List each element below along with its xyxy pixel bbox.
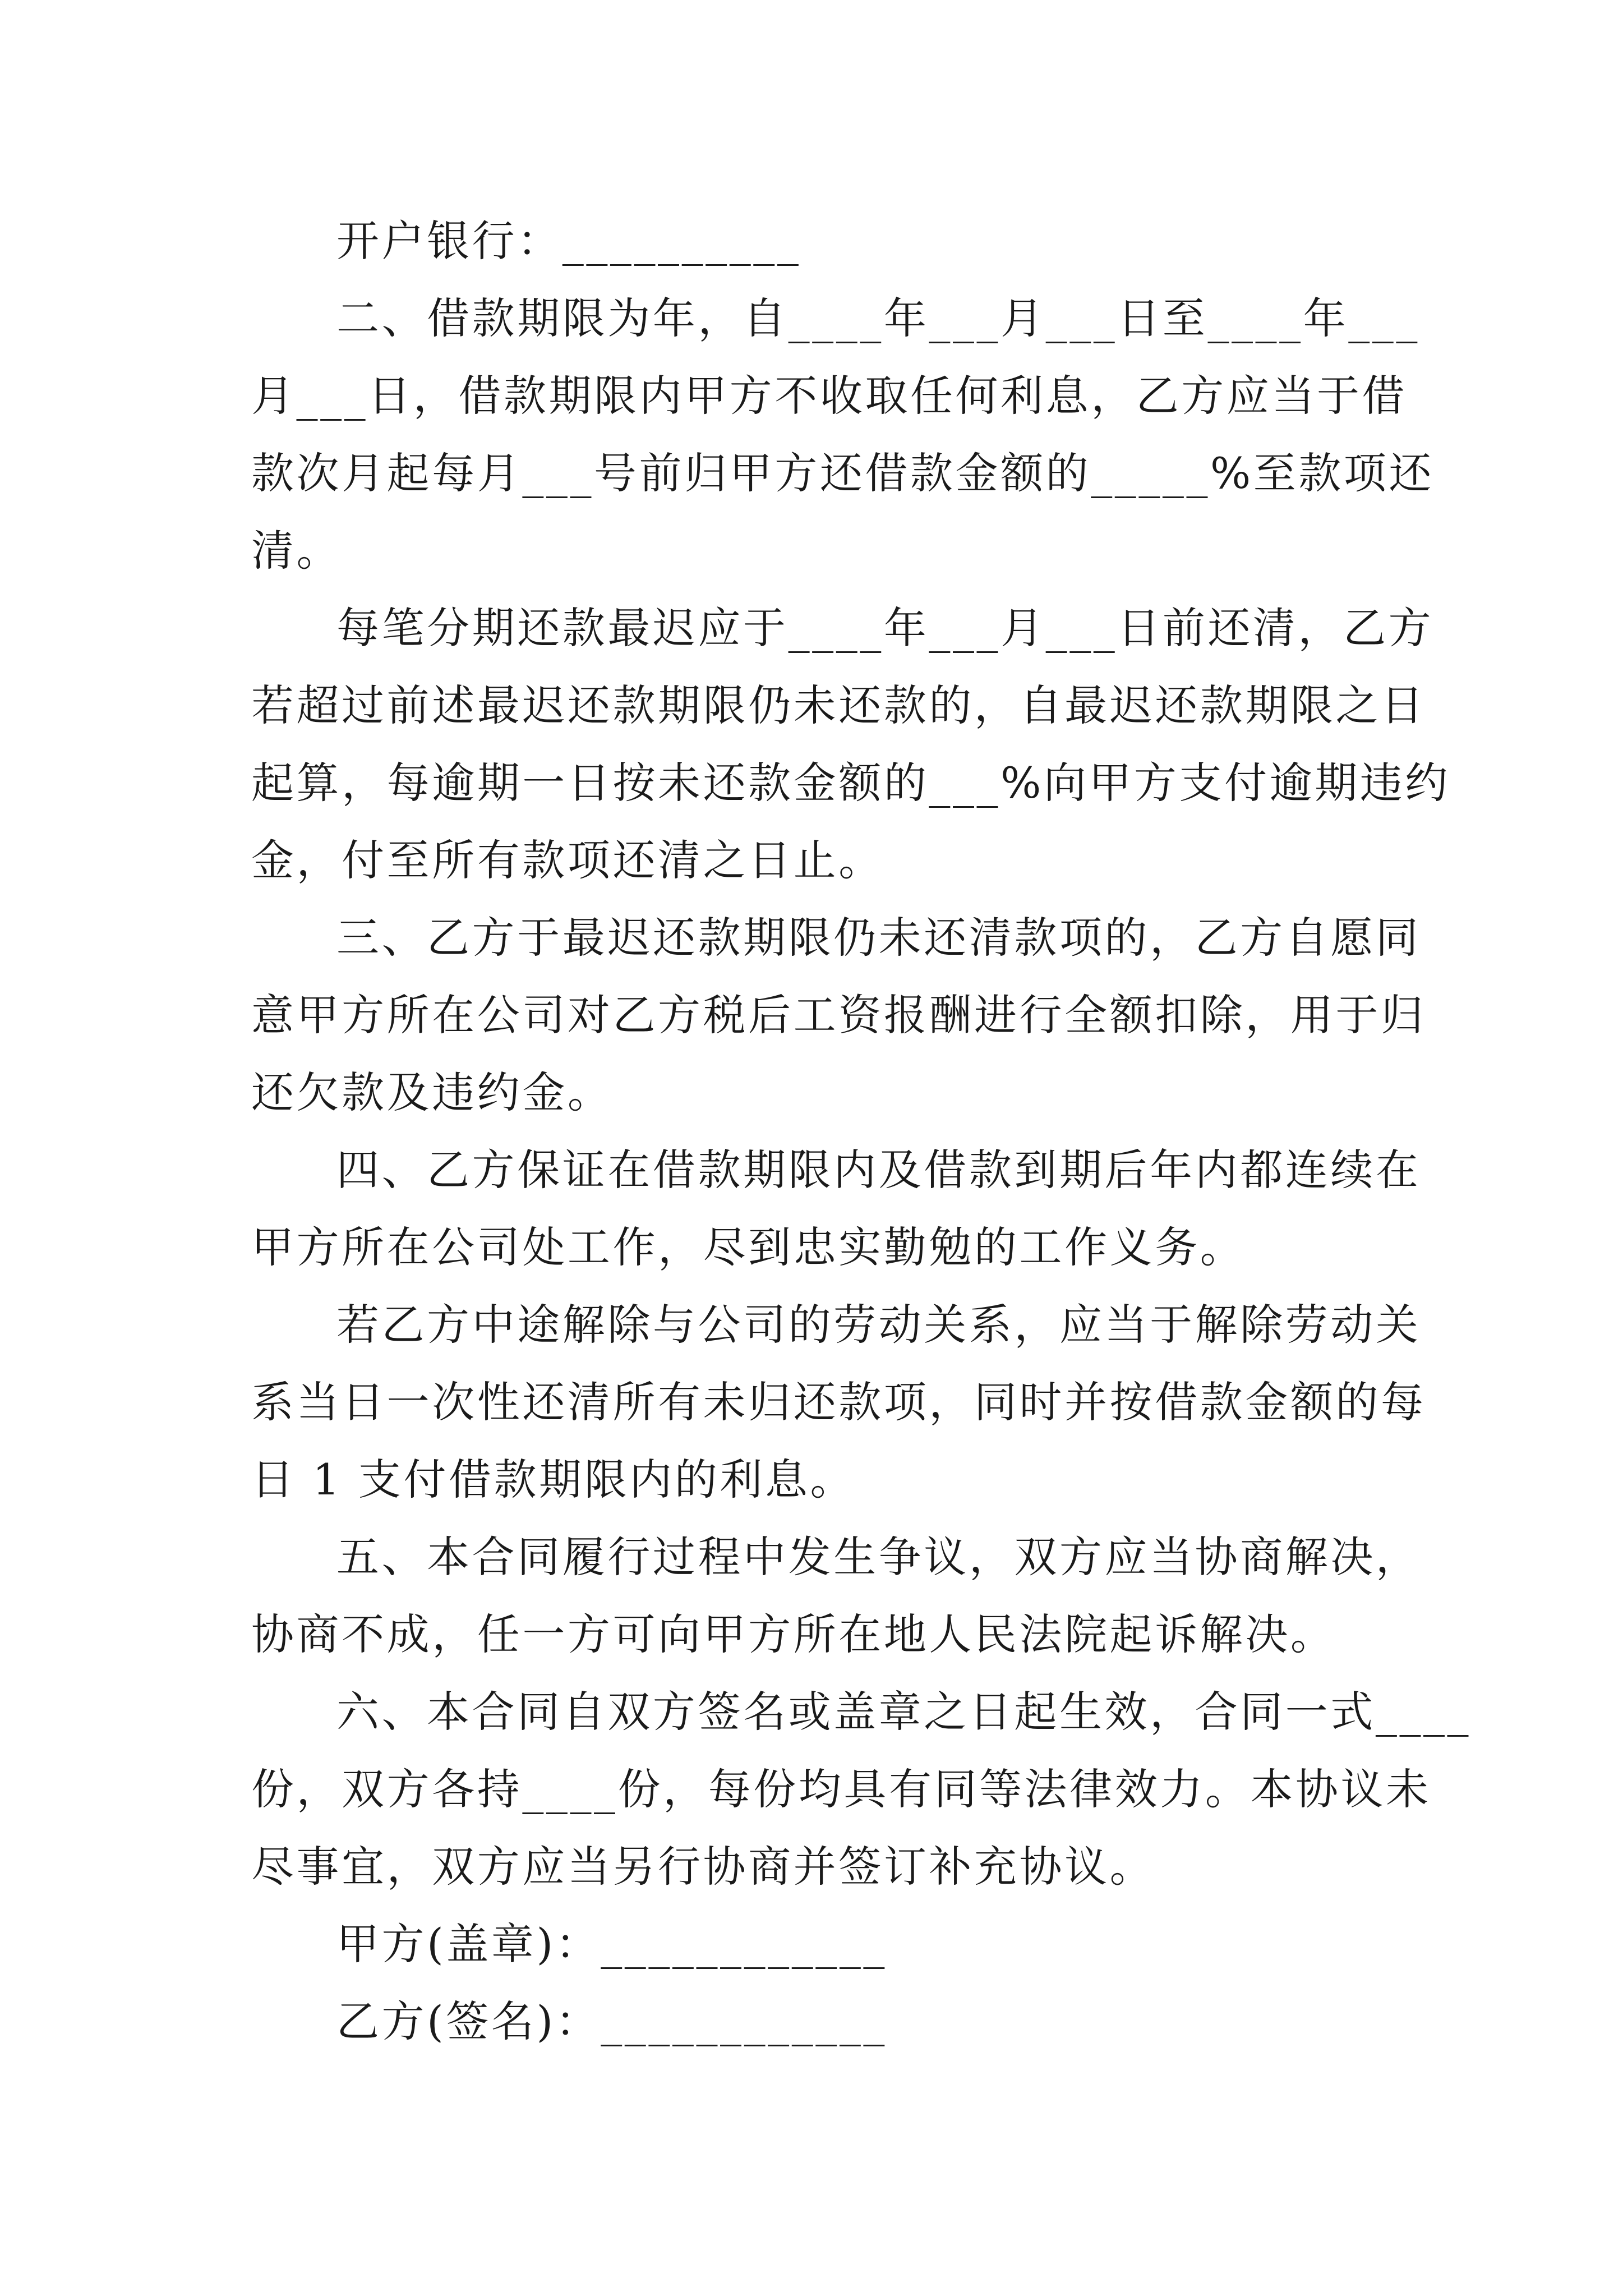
clause-2-line-4: 清。 [251,526,342,576]
clause-5-line-2: 协商不成，任一方可向甲方所在地人民法院起诉解决。 [251,1609,1336,1659]
clause-2-line-2: 月___日，借款期限内甲方不收取任何利息，乙方应当于借 [251,371,1408,421]
clause-6-line-1: 六、本合同自双方签名或盖章之日起生效，合同一式____ [336,1687,1472,1737]
clause-3-line-3: 还欠款及违约金。 [251,1068,613,1117]
clause-4-line-2: 甲方所在公司处工作，尽到忠实勤勉的工作义务。 [251,1222,1246,1272]
clause-2-line-3: 款次月起每月___号前归甲方还借款金额的_____%至款项还 [251,448,1435,498]
clause-3-line-1: 三、乙方于最迟还款期限仍未还清款项的，乙方自愿同 [336,913,1421,963]
clause-3-line-2: 意甲方所在公司对乙方税后工资报酬进行全额扣除，用于归 [251,990,1426,1040]
installment-line-3: 起算，每逾期一日按未还款金额的___%向甲方支付逾期违约 [251,758,1450,808]
termination-line-1: 若乙方中途解除与公司的劳动关系，应当于解除劳动关 [336,1300,1421,1350]
bank-line: 开户银行：__________ [336,216,801,266]
clause-2-line-1: 二、借款期限为年，自____年___月___日至____年___ [336,293,1420,343]
installment-line-2: 若超过前述最迟还款期限仍未还款的，自最迟还款期限之日 [251,680,1426,730]
installment-line-4: 金，付至所有款项还清之日止。 [251,835,884,885]
party-a-signature-line: 甲方(盖章)：____________ [336,1919,887,1969]
clause-5-line-1: 五、本合同履行过程中发生争议，双方应当协商解决， [336,1532,1421,1582]
termination-line-2: 系当日一次性还清所有未归还款项，同时并按借款金额的每 [251,1377,1426,1427]
clause-6-line-2: 份，双方各持____份，每份均具有同等法律效力。本协议未 [251,1764,1431,1814]
clause-6-line-3: 尽事宜，双方应当另行协商并签订补充协议。 [251,1842,1155,1892]
termination-line-3: 日 1 支付借款期限内的利息。 [251,1455,856,1504]
clause-4-line-1: 四、乙方保证在借款期限内及借款到期后年内都连续在 [336,1145,1421,1195]
installment-line-1: 每笔分期还款最迟应于____年___月___日前还清，乙方 [336,603,1434,653]
party-b-signature-line: 乙方(签名)：____________ [336,1996,887,2046]
